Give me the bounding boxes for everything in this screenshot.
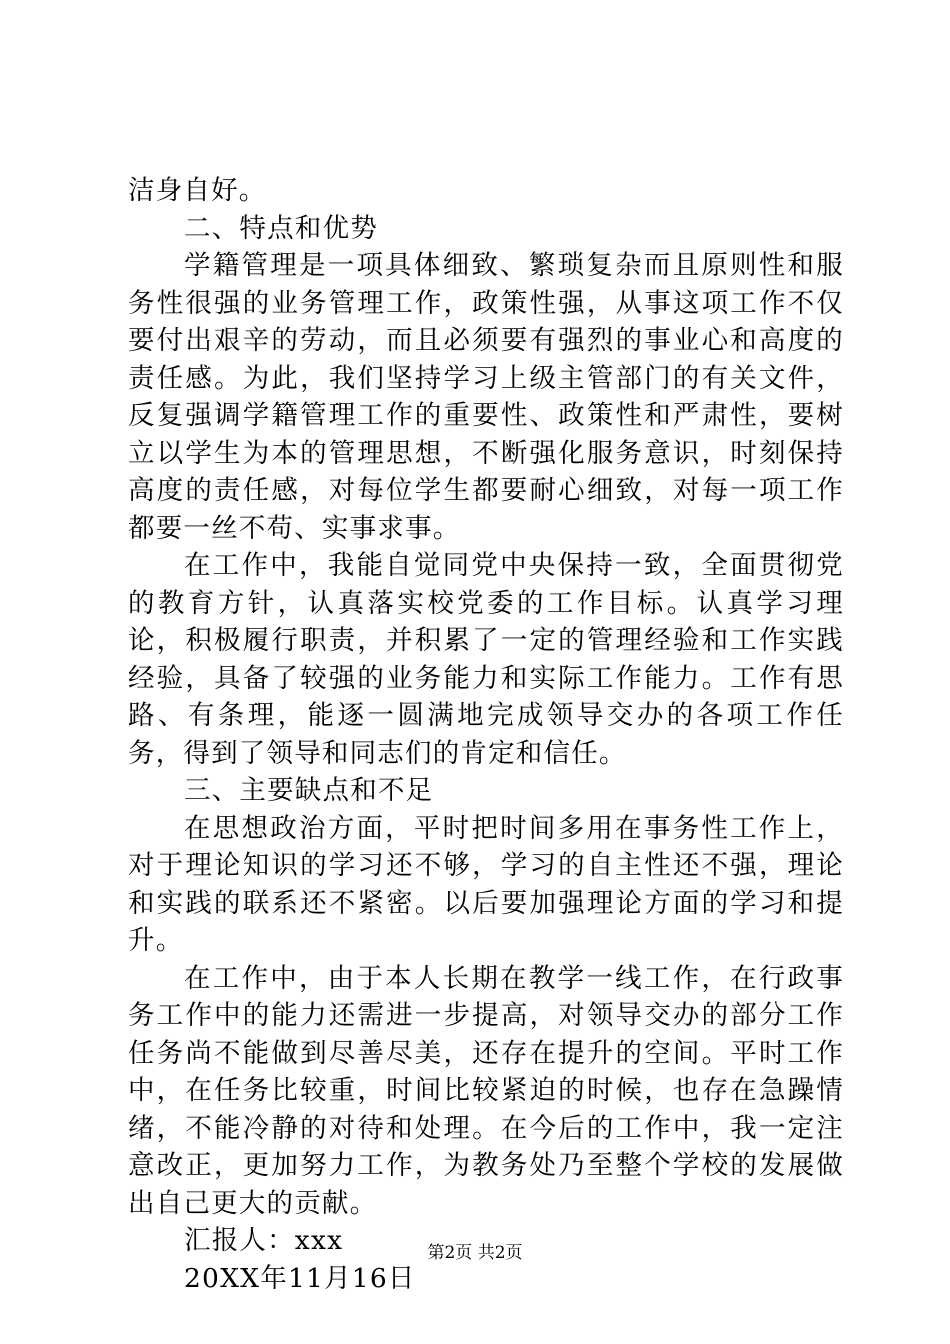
section-heading-features: 二、特点和优势 <box>184 212 378 244</box>
page-footer <box>0 1242 950 1264</box>
paragraph-improvement: 在工作中，由于本人长期在教学一线工作，在行政事务工作中的能力还需进一步提高，对领导交办的部分工作任务尚不能做到尽善尽美，还存在提升的空间。平时工作中，在任务比较重，时间比较紧迫的时候，也存在急躁情绪，不能冷静的对待和处理。在今后的工作中，我一定注意改正，更加努力工作，为教务处乃至整个学校的发展做出自己更大的贡献。 <box>128 962 844 1219</box>
paragraph-continuation: 洁身自好。 <box>128 175 267 206</box>
reporter-signature: 汇报人：xxx <box>184 1225 344 1256</box>
document-body <box>128 172 844 1297</box>
page-number: 第2页 共2页 <box>427 1243 523 1263</box>
paragraph-student-records: 学籍管理是一项具体细致、繁琐复杂而且原则性和服务性很强的业务管理工作，政策性强，从事这项工作不仅要付出艰辛的劳动，而且必须要有强烈的事业心和高度的责任感。为此，我们坚持学习上级主管部门的有关文件，反复强调学籍管理工作的重要性、政策性和严肃性，要树立以学生为本的管理思想，不断强化服务意识，时刻保持高度的责任感，对每位学生都要耐心细致，对每一项工作都要一丝不苟、实事求事。 <box>128 250 844 544</box>
paragraph-political-study: 在思想政治方面，平时把时间多用在事务性工作上，对于理论知识的学习还不够，学习的自主性还不强，理论和实践的联系还不紧密。以后要加强理论方面的学习和提升。 <box>128 812 844 956</box>
section-heading-shortcomings: 三、主要缺点和不足 <box>184 775 434 806</box>
paragraph-work-performance: 在工作中，我能自觉同党中央保持一致，全面贯彻党的教育方针，认真落实校党委的工作目标。认真学习理论，积极履行职责，并积累了一定的管理经验和工作实践经验，具备了较强的业务能力和实际工作能力。工作有思路、有条理，能逐一圆满地完成领导交办的各项工作任务，得到了领导和同志们的肯定和信任。 <box>128 550 844 769</box>
report-date: 20XX年11月16日 <box>184 1262 416 1294</box>
